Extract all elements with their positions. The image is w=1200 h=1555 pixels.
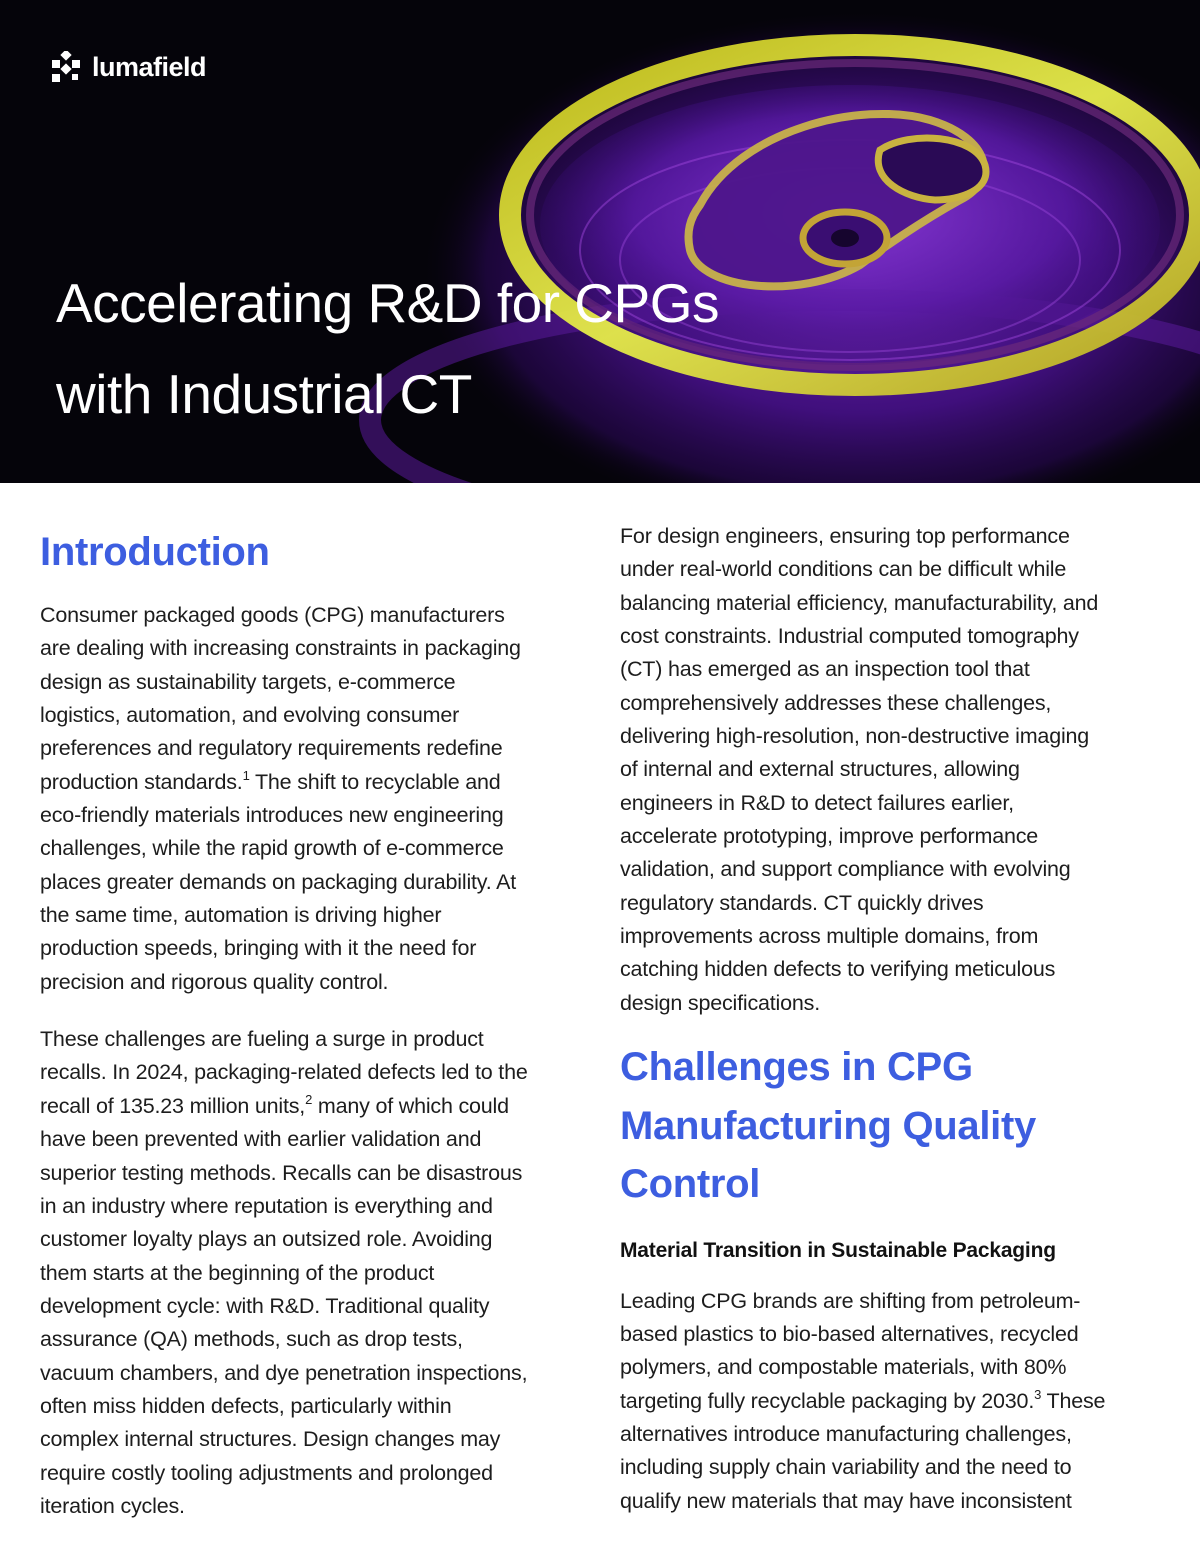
text-line: design specifications. xyxy=(620,990,820,1015)
introduction-heading: Introduction xyxy=(40,530,270,574)
text-line: challenges, while the rapid growth of e-commerce xyxy=(40,836,504,861)
text-line: Leading CPG brands are shifting from petroleum- xyxy=(620,1288,1081,1313)
text-span: The shift to recyclable and xyxy=(249,769,501,794)
text-line: iteration cycles. xyxy=(40,1493,185,1518)
text-line: production speeds, bringing with it the need for xyxy=(40,936,477,961)
text-line: alternatives introduce manufacturing challenges, xyxy=(620,1422,1072,1447)
text-span: These xyxy=(1041,1388,1106,1413)
text-line: delivering high-resolution, non-destructive imaging xyxy=(620,724,1090,749)
text-line: the same time, automation is driving higher xyxy=(40,903,442,928)
title-line: Accelerating R&D for CPGs xyxy=(56,272,719,334)
text-line: are dealing with increasing constraints in packaging xyxy=(40,636,521,661)
text-line: customer loyalty plays an outsized role. Avoiding xyxy=(40,1227,493,1252)
text-line: complex internal structures. Design changes may xyxy=(40,1427,501,1452)
footnote-ref: 3 xyxy=(1034,1386,1042,1402)
text-line: places greater demands on packaging durability. At xyxy=(40,869,517,894)
intro-paragraph-3 xyxy=(620,520,1168,1020)
heading-line: Manufacturing Quality xyxy=(620,1103,1036,1148)
text-span: targeting fully recyclable packaging by 2030. xyxy=(620,1388,1035,1413)
text-line: (CT) has emerged as an inspection tool that xyxy=(620,657,1030,682)
text-line: them starts at the beginning of the product xyxy=(40,1260,435,1285)
text-line xyxy=(40,1090,585,1123)
text-line: qualify new materials that may have inconsistent xyxy=(620,1488,1072,1513)
heading-line: Control xyxy=(620,1162,761,1207)
footnote-ref: 2 xyxy=(305,1091,313,1107)
text-line: validation, and support compliance with evolving xyxy=(620,857,1071,882)
text-line: engineers in R&D to detect failures earlier, xyxy=(620,790,1014,815)
text-line: eco-friendly materials introduces new engineering xyxy=(40,803,504,828)
text-line: preferences and regulatory requirements redefine xyxy=(40,736,503,761)
text-line: superior testing methods. Recalls can be disastrous xyxy=(40,1160,523,1185)
text-line xyxy=(40,766,585,799)
text-line: regulatory standards. CT quickly drives xyxy=(620,890,984,915)
challenges-heading xyxy=(620,1038,1168,1214)
text-line xyxy=(620,1385,1168,1418)
text-line: precision and rigorous quality control. xyxy=(40,969,389,994)
heading-line: Challenges in CPG xyxy=(620,1045,973,1090)
intro-paragraph-1 xyxy=(40,599,585,999)
text-line: development cycle: with R&D. Traditional quality xyxy=(40,1293,490,1318)
intro-paragraph-2 xyxy=(40,1023,585,1523)
text-line: including supply chain variability and the need to xyxy=(620,1455,1072,1480)
brand-logo xyxy=(50,50,206,84)
hero-banner xyxy=(0,0,1200,483)
text-line: cost constraints. Industrial computed tomography xyxy=(620,624,1079,649)
text-line: balancing material efficiency, manufacturability, and xyxy=(620,590,1099,615)
material-transition-subheading: Material Transition in Sustainable Packaging xyxy=(620,1238,1056,1262)
text-line: polymers, and compostable materials, with 80% xyxy=(620,1355,1067,1380)
text-span: production standards. xyxy=(40,769,243,794)
title-line: with Industrial CT xyxy=(56,363,472,425)
text-line: design as sustainability targets, e-commerce xyxy=(40,669,456,694)
text-line: require costly tooling adjustments and prolonged xyxy=(40,1460,493,1485)
text-line: recalls. In 2024, packaging-related defects led to the xyxy=(40,1060,528,1085)
text-line: under real-world conditions can be difficult while xyxy=(620,557,1067,582)
text-line: These challenges are fueling a surge in product xyxy=(40,1027,484,1052)
footnote-ref: 1 xyxy=(242,767,250,783)
text-line: have been prevented with earlier validation and xyxy=(40,1127,482,1152)
right-column xyxy=(620,520,1168,1518)
brand-name: lumafield xyxy=(92,51,207,82)
text-line: often miss hidden defects, particularly within xyxy=(40,1393,452,1418)
text-line: of internal and external structures, allowing xyxy=(620,757,1020,782)
left-column xyxy=(40,524,585,1523)
text-line: Consumer packaged goods (CPG) manufacturers xyxy=(40,603,505,627)
text-span: many of which could xyxy=(312,1093,509,1118)
text-line: logistics, automation, and evolving consumer xyxy=(40,703,460,728)
text-line: catching hidden defects to verifying meticulous xyxy=(620,957,1056,982)
text-line: accelerate prototyping, improve performance xyxy=(620,824,1039,849)
text-line: For design engineers, ensuring top performance xyxy=(620,524,1070,548)
text-line: based plastics to bio-based alternatives, recycled xyxy=(620,1322,1079,1346)
text-line: comprehensively addresses these challenges, xyxy=(620,690,1052,715)
text-line: in an industry where reputation is everything and xyxy=(40,1193,493,1218)
lumafield-mark-icon xyxy=(50,51,82,83)
text-line: improvements across multiple domains, from xyxy=(620,924,1039,949)
challenges-paragraph xyxy=(620,1285,1168,1518)
text-line: assurance (QA) methods, such as drop tests, xyxy=(40,1327,463,1352)
page-title xyxy=(56,258,719,440)
text-line: vacuum chambers, and dye penetration inspections, xyxy=(40,1360,528,1385)
text-span: recall of 135.23 million units, xyxy=(40,1093,306,1118)
